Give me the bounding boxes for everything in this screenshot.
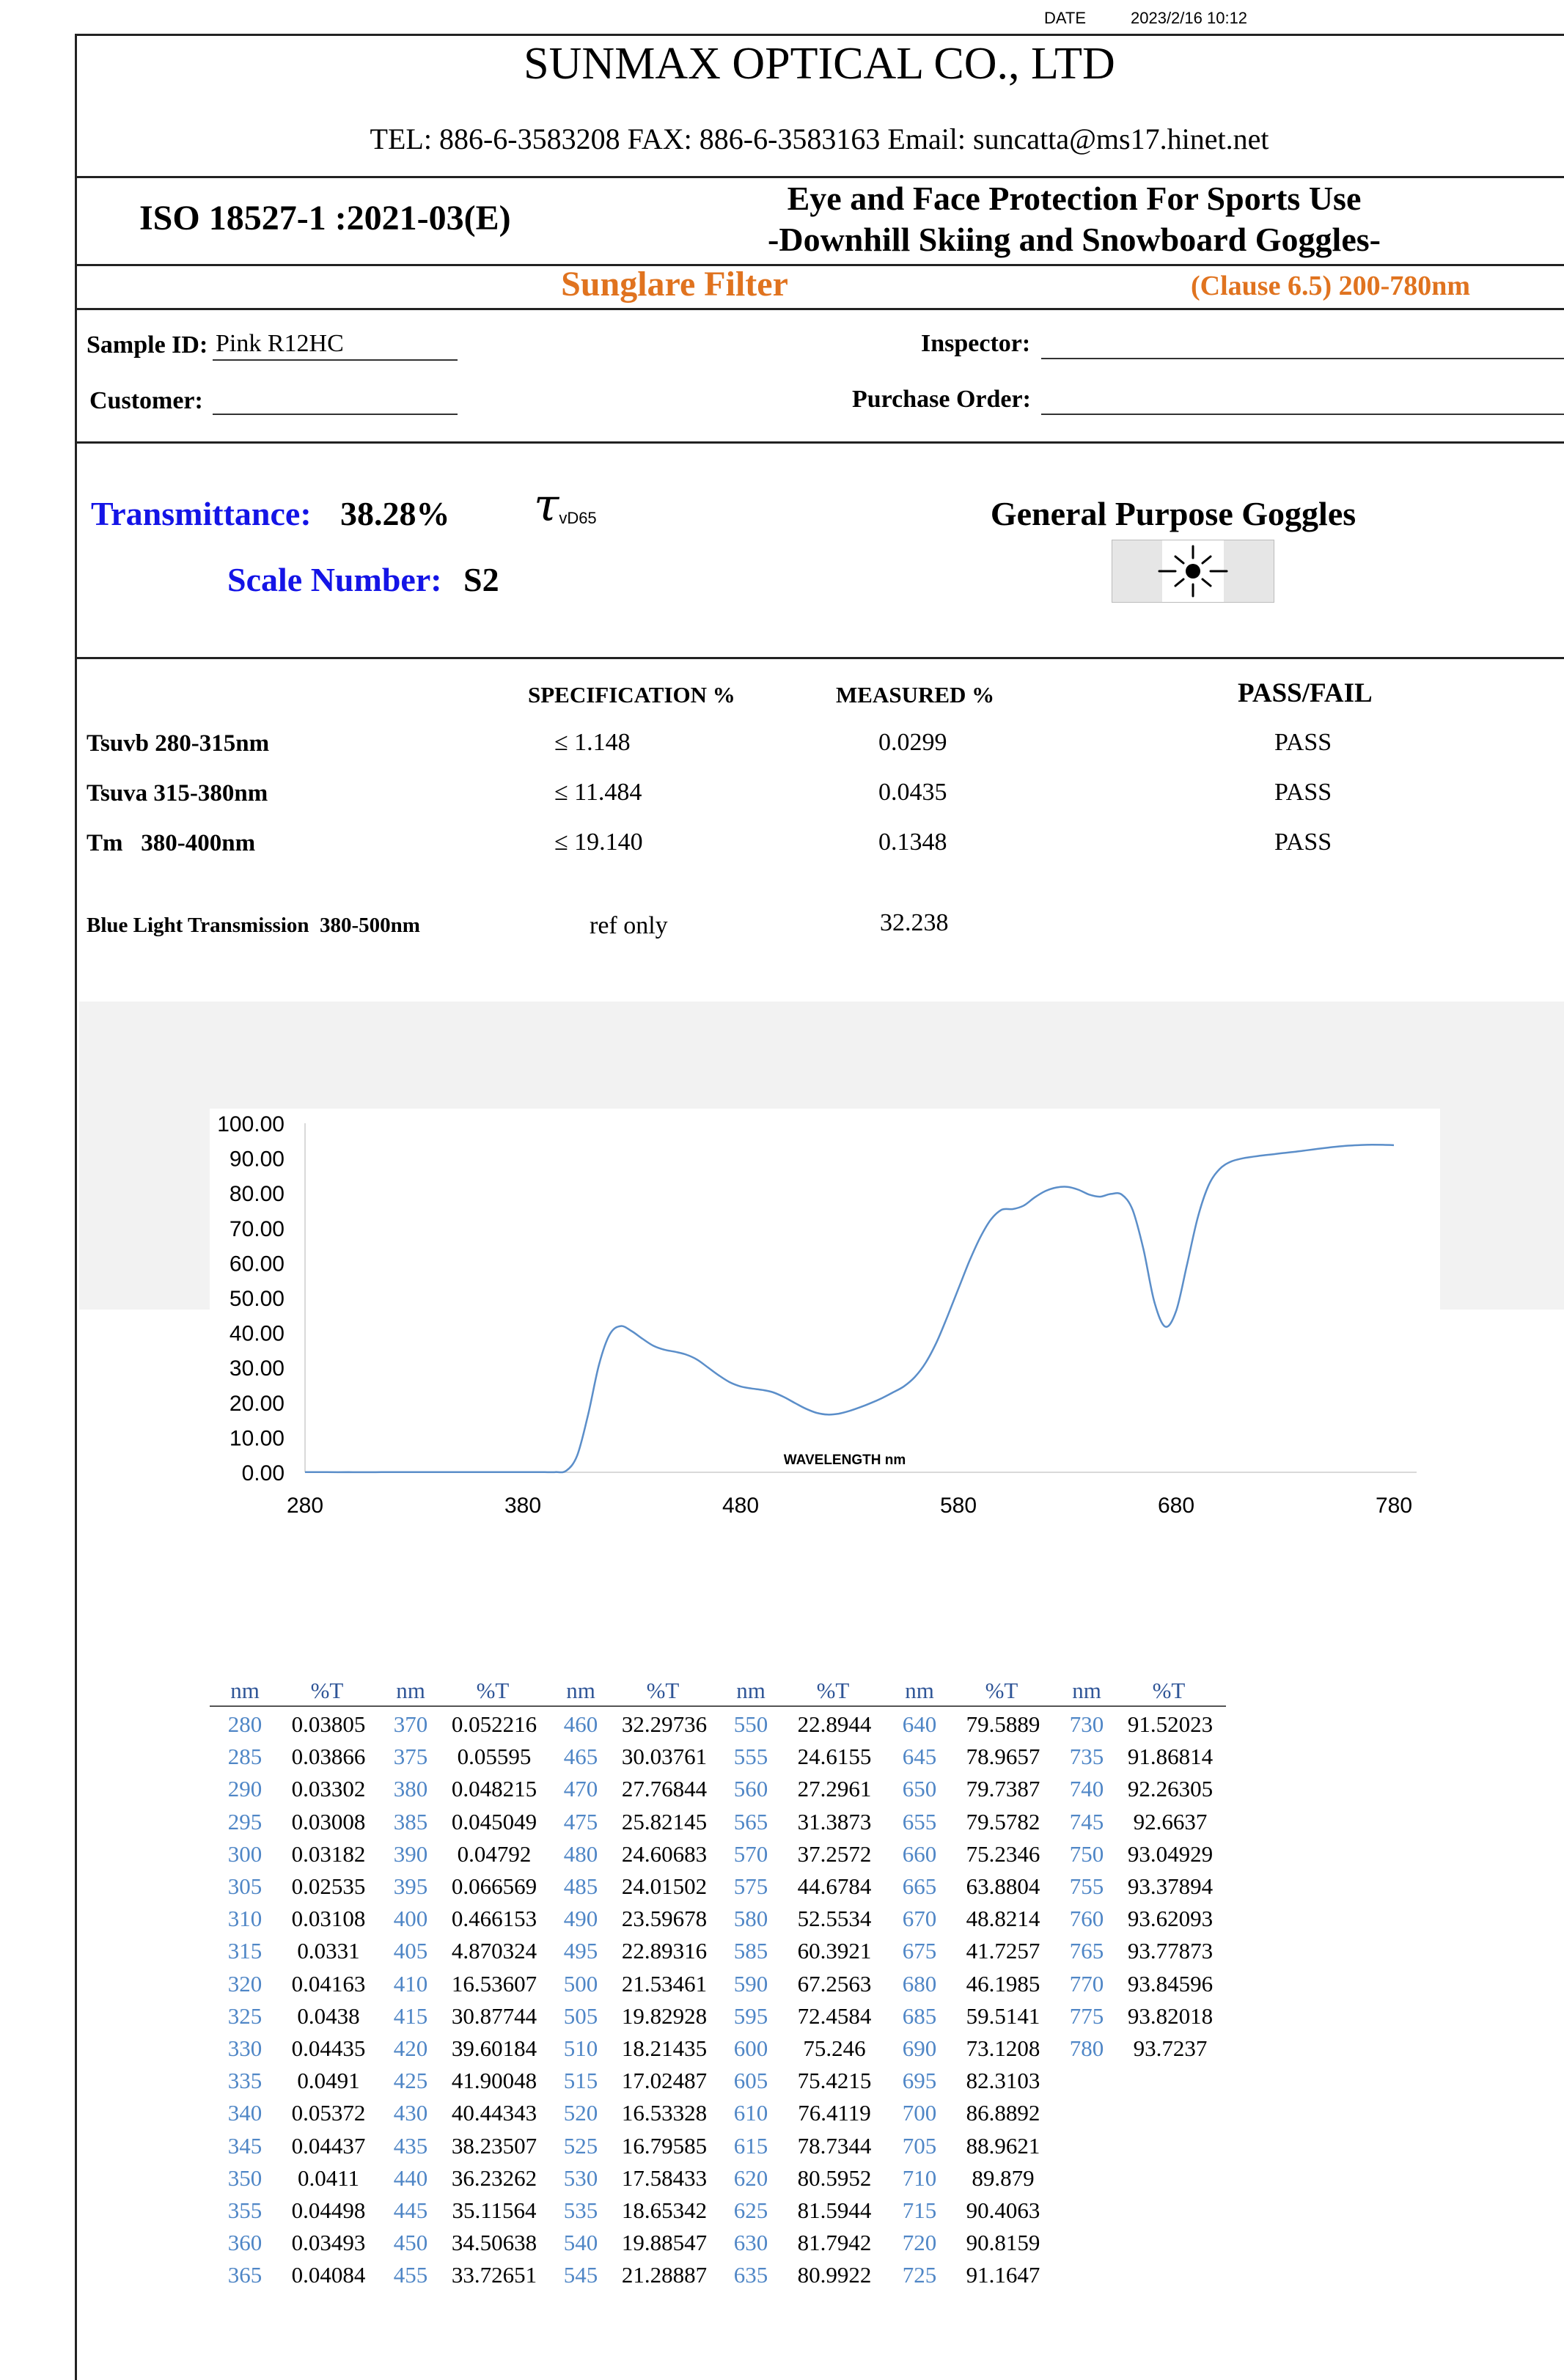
chart-x-tick-label: 680 <box>1157 1494 1195 1518</box>
customer-label: Customer: <box>89 387 203 414</box>
data-table-wavelength: 575 <box>733 1873 768 1899</box>
data-table-transmittance: 0.0411 <box>297 2164 360 2191</box>
data-table-transmittance: 19.82928 <box>621 2002 708 2029</box>
transmittance-label: Transmittance: <box>91 495 312 532</box>
spec-header: SPECIFICATION % <box>528 682 735 708</box>
data-table-wavelength: 355 <box>227 2197 262 2223</box>
data-table-wavelength: 405 <box>393 1938 428 1964</box>
data-table-wavelength: 695 <box>902 2068 937 2094</box>
test-clause: (Clause 6.5) 200-780nm <box>1191 271 1471 301</box>
data-table-transmittance: 22.89316 <box>621 1938 708 1964</box>
chart-y-tick-label: 20.00 <box>229 1391 284 1416</box>
chart-x-tick-label: 780 <box>1375 1494 1413 1518</box>
data-table-wavelength: 310 <box>227 1906 262 1932</box>
data-table-transmittance: 75.2346 <box>966 1840 1040 1867</box>
data-table-transmittance: 90.8159 <box>966 2230 1040 2256</box>
data-table-wavelength: 595 <box>733 2002 768 2029</box>
data-table-transmittance: 93.62093 <box>1127 1906 1214 1932</box>
data-table-wavelength: 345 <box>227 2132 262 2159</box>
data-table-wavelength: 470 <box>563 1776 598 1802</box>
data-table-wavelength: 600 <box>733 2035 768 2061</box>
data-table-wavelength: 505 <box>563 2002 598 2029</box>
data-table-transmittance: 4.870324 <box>451 1938 537 1964</box>
data-table-wavelength: 675 <box>902 1938 937 1964</box>
data-table-transmittance: 86.8892 <box>966 2100 1040 2126</box>
data-table-transmittance: 21.53461 <box>621 1970 708 1997</box>
data-table-transmittance: 93.82018 <box>1127 2002 1214 2029</box>
data-table-transmittance: 16.53607 <box>451 1970 537 1997</box>
data-table-wavelength: 280 <box>227 1711 262 1737</box>
data-table-wavelength: 340 <box>227 2100 262 2126</box>
data-table-wavelength: 655 <box>902 1808 937 1834</box>
data-table-transmittance: 0.03302 <box>291 1776 366 1802</box>
data-table-transmittance: 0.0438 <box>297 2002 360 2029</box>
chart-y-tick-label: 90.00 <box>229 1147 284 1172</box>
data-table-wavelength: 455 <box>393 2262 428 2288</box>
test-name: Sunglare Filter <box>561 265 788 304</box>
chart-y-tick-label: 60.00 <box>229 1252 284 1277</box>
data-table-transmittance: 34.50638 <box>451 2230 537 2256</box>
data-table-transmittance: 21.28887 <box>621 2262 708 2288</box>
data-table-wavelength: 305 <box>227 1873 262 1899</box>
data-table-wavelength: 500 <box>563 1970 598 1997</box>
data-table-wavelength: 735 <box>1069 1744 1104 1770</box>
chart-y-tick-label: 100.00 <box>217 1112 284 1136</box>
data-table-wavelength: 620 <box>733 2164 768 2191</box>
data-table-wavelength: 535 <box>563 2197 598 2223</box>
chart-x-tick-label: 380 <box>504 1494 542 1518</box>
data-table-transmittance: 33.72651 <box>451 2262 537 2288</box>
tau-subscript: vD65 <box>559 509 597 527</box>
data-table-wavelength: 635 <box>733 2262 768 2288</box>
data-table-wavelength: 740 <box>1069 1776 1104 1802</box>
data-table-header-t: %T <box>310 1678 344 1703</box>
data-table-transmittance: 38.23507 <box>451 2132 537 2159</box>
data-table-transmittance: 73.1208 <box>966 2035 1040 2061</box>
data-table-transmittance: 93.84596 <box>1127 1970 1214 1997</box>
data-table-wavelength: 425 <box>393 2068 428 2094</box>
tau-letter: τ <box>534 478 559 532</box>
data-table-wavelength: 665 <box>902 1873 937 1899</box>
data-table-wavelength: 515 <box>563 2068 598 2094</box>
data-table-transmittance: 31.3873 <box>797 1808 872 1834</box>
data-table-header-nm: nm <box>396 1678 425 1703</box>
data-table-wavelength: 510 <box>563 2035 598 2061</box>
data-table-wavelength: 605 <box>733 2068 768 2094</box>
result-row-spec: ≤ 19.140 <box>554 829 643 856</box>
data-table-wavelength: 435 <box>393 2132 428 2159</box>
data-table-transmittance: 0.0331 <box>297 1938 360 1964</box>
standard-title-line2: -Downhill Skiing and Snowboard Goggles- <box>768 221 1381 258</box>
measured-header: MEASURED % <box>836 682 995 708</box>
data-table-wavelength: 720 <box>902 2230 937 2256</box>
data-table-transmittance: 41.90048 <box>451 2068 537 2094</box>
data-table-wavelength: 330 <box>227 2035 262 2061</box>
chart-y-tick-label: 30.00 <box>229 1356 284 1381</box>
data-table-transmittance: 80.9922 <box>797 2262 872 2288</box>
date-value: 2023/2/16 10:12 <box>1131 9 1248 27</box>
data-table-transmittance: 0.052216 <box>451 1711 537 1737</box>
scale-number-label: Scale Number: <box>227 561 442 598</box>
data-table-wavelength: 385 <box>393 1808 428 1834</box>
data-table-transmittance: 0.03493 <box>291 2230 366 2256</box>
data-table-transmittance: 0.02535 <box>291 1873 366 1899</box>
data-table-wavelength: 670 <box>902 1906 937 1932</box>
data-table-transmittance: 0.03805 <box>291 1711 366 1737</box>
data-table-wavelength: 780 <box>1069 2035 1104 2061</box>
data-table-transmittance: 91.52023 <box>1127 1711 1214 1737</box>
sample-id-label: Sample ID: <box>87 331 208 359</box>
data-table-transmittance: 0.05372 <box>291 2100 366 2126</box>
data-table-transmittance: 80.5952 <box>797 2164 872 2191</box>
data-table-transmittance: 60.3921 <box>797 1938 872 1964</box>
data-table-transmittance: 0.04437 <box>291 2132 366 2159</box>
data-table-wavelength: 640 <box>902 1711 937 1737</box>
data-table-wavelength: 700 <box>902 2100 937 2126</box>
goggle-category: General Purpose Goggles <box>990 495 1356 532</box>
data-table-wavelength: 380 <box>393 1776 428 1802</box>
data-table-wavelength: 295 <box>227 1808 262 1834</box>
data-table-wavelength: 530 <box>563 2164 598 2191</box>
data-table-header-nm: nm <box>566 1678 595 1703</box>
data-table-wavelength: 465 <box>563 1744 598 1770</box>
data-table-wavelength: 480 <box>563 1840 598 1867</box>
chart-x-tick-label: 280 <box>286 1494 324 1518</box>
data-table-wavelength: 765 <box>1069 1938 1104 1964</box>
data-table-wavelength: 565 <box>733 1808 768 1834</box>
result-row-measured: 0.0435 <box>878 779 947 806</box>
data-table-wavelength: 760 <box>1069 1906 1104 1932</box>
data-table-wavelength: 290 <box>227 1776 262 1802</box>
company-contact: TEL: 886-6-3583208 FAX: 886-6-3583163 Email: suncatta@ms17.hinet.net <box>370 122 1269 155</box>
chart-x-tick-label: 480 <box>722 1494 760 1518</box>
data-table-wavelength: 370 <box>393 1711 428 1737</box>
data-table-transmittance: 79.7387 <box>966 1776 1040 1802</box>
data-table-wavelength: 320 <box>227 1970 262 1997</box>
data-table-transmittance: 75.4215 <box>797 2068 872 2094</box>
data-table-transmittance: 0.03108 <box>291 1906 366 1932</box>
data-table-wavelength: 590 <box>733 1970 768 1997</box>
data-table-wavelength: 375 <box>393 1744 428 1770</box>
data-table-transmittance: 90.4063 <box>966 2197 1040 2223</box>
data-table-transmittance: 30.87744 <box>451 2002 537 2029</box>
data-table-wavelength: 685 <box>902 2002 937 2029</box>
data-table-transmittance: 0.048215 <box>451 1776 537 1802</box>
data-table-header-nm: nm <box>230 1678 260 1703</box>
data-table-wavelength: 645 <box>902 1744 937 1770</box>
data-table-wavelength: 300 <box>227 1840 262 1867</box>
data-table-transmittance: 18.65342 <box>621 2197 708 2223</box>
data-table-transmittance: 52.5534 <box>797 1906 872 1932</box>
data-table-transmittance: 22.8944 <box>797 1711 872 1737</box>
data-table-transmittance: 40.44343 <box>451 2100 537 2126</box>
data-table-transmittance: 81.7942 <box>797 2230 872 2256</box>
standard-title-line1: Eye and Face Protection For Sports Use <box>787 180 1362 217</box>
data-table-header-nm: nm <box>736 1678 766 1703</box>
data-table-transmittance: 48.8214 <box>966 1906 1040 1932</box>
data-table-transmittance: 0.04084 <box>291 2262 366 2288</box>
data-table-transmittance: 27.76844 <box>621 1776 708 1802</box>
blue-light-measured: 32.238 <box>880 909 949 936</box>
data-table-transmittance: 76.4119 <box>798 2100 871 2126</box>
data-table-wavelength: 350 <box>227 2164 262 2191</box>
data-table-wavelength: 730 <box>1069 1711 1104 1737</box>
result-row-spec: ≤ 1.148 <box>554 729 631 756</box>
data-table-wavelength: 770 <box>1069 1970 1104 1997</box>
data-table-transmittance: 41.7257 <box>966 1938 1040 1964</box>
data-table-wavelength: 775 <box>1069 2002 1104 2029</box>
chart-y-tick-label: 50.00 <box>229 1287 284 1311</box>
data-table-wavelength: 430 <box>393 2100 428 2126</box>
data-table-wavelength: 460 <box>563 1711 598 1737</box>
data-table-transmittance: 93.7237 <box>1133 2035 1208 2061</box>
data-table-wavelength: 400 <box>393 1906 428 1932</box>
data-table-wavelength: 545 <box>563 2262 598 2288</box>
data-table-wavelength: 540 <box>563 2230 598 2256</box>
data-table-transmittance: 30.03761 <box>621 1744 708 1770</box>
result-row-pass: PASS <box>1274 779 1332 806</box>
data-table-transmittance: 67.2563 <box>797 1970 872 1997</box>
data-table-transmittance: 91.86814 <box>1127 1744 1214 1770</box>
data-table-wavelength: 475 <box>563 1808 598 1834</box>
data-table-transmittance: 0.04163 <box>291 1970 366 1997</box>
data-table-transmittance: 93.04929 <box>1127 1840 1214 1867</box>
data-table-wavelength: 690 <box>902 2035 937 2061</box>
data-table-transmittance: 93.77873 <box>1127 1938 1214 1964</box>
data-table-transmittance: 0.04498 <box>291 2197 366 2223</box>
data-table-wavelength: 360 <box>227 2230 262 2256</box>
data-table-transmittance: 79.5782 <box>966 1808 1040 1834</box>
data-table-wavelength: 585 <box>733 1938 768 1964</box>
data-table-transmittance: 16.53328 <box>621 2100 708 2126</box>
data-table-transmittance: 44.6784 <box>797 1873 872 1899</box>
data-table-transmittance: 0.045049 <box>451 1808 537 1834</box>
data-table-transmittance: 75.246 <box>803 2035 866 2061</box>
data-table-wavelength: 680 <box>902 1970 937 1997</box>
data-table-wavelength: 715 <box>902 2197 937 2223</box>
data-table-wavelength: 560 <box>733 1776 768 1802</box>
data-table-wavelength: 285 <box>227 1744 262 1770</box>
data-table-transmittance: 78.9657 <box>966 1744 1040 1770</box>
data-table-transmittance: 72.4584 <box>797 2002 872 2029</box>
data-table-transmittance: 0.04792 <box>457 1840 532 1867</box>
data-table-wavelength: 555 <box>733 1744 768 1770</box>
data-table-wavelength: 395 <box>393 1873 428 1899</box>
data-table-transmittance: 82.3103 <box>966 2068 1040 2094</box>
passfail-header: PASS/FAIL <box>1238 678 1373 708</box>
data-table-transmittance: 35.11564 <box>452 2197 537 2223</box>
data-table-transmittance: 89.879 <box>972 2164 1035 2191</box>
data-table-transmittance: 92.26305 <box>1127 1776 1214 1802</box>
data-table-transmittance: 78.7344 <box>797 2132 872 2159</box>
data-table-transmittance: 36.23262 <box>451 2164 537 2191</box>
data-table-wavelength: 615 <box>733 2132 768 2159</box>
data-table-transmittance: 32.29736 <box>621 1711 708 1737</box>
data-table-transmittance: 0.0491 <box>297 2068 360 2094</box>
company-name: SUNMAX OPTICAL CO., LTD <box>524 39 1115 89</box>
data-table-transmittance: 81.5944 <box>797 2197 872 2223</box>
data-table-transmittance: 93.37894 <box>1127 1873 1214 1899</box>
data-table-header-t: %T <box>985 1678 1018 1703</box>
data-table-wavelength: 745 <box>1069 1808 1104 1834</box>
data-table-transmittance: 0.03008 <box>291 1808 366 1834</box>
transmittance-value: 38.28% <box>340 495 450 532</box>
result-row-pass: PASS <box>1274 829 1332 856</box>
blue-light-name: Blue Light Transmission 380-500nm <box>87 914 420 937</box>
inspector-label: Inspector: <box>921 330 1031 357</box>
data-table-transmittance: 39.60184 <box>451 2035 537 2061</box>
data-table-transmittance: 0.03182 <box>291 1840 366 1867</box>
result-row-spec: ≤ 11.484 <box>554 779 642 806</box>
result-row-measured: 0.0299 <box>878 729 947 756</box>
data-table-wavelength: 550 <box>733 1711 768 1737</box>
data-table-wavelength: 415 <box>393 2002 428 2029</box>
data-table-wavelength: 365 <box>227 2262 262 2288</box>
data-table-transmittance: 23.59678 <box>621 1906 708 1932</box>
result-row-measured: 0.1348 <box>878 829 947 856</box>
data-table-transmittance: 18.21435 <box>621 2035 708 2061</box>
data-table-transmittance: 19.88547 <box>621 2230 708 2256</box>
data-table-transmittance: 37.2572 <box>797 1840 872 1867</box>
data-table-transmittance: 79.5889 <box>966 1711 1040 1737</box>
data-table-transmittance: 0.03866 <box>291 1744 366 1770</box>
data-table-wavelength: 750 <box>1069 1840 1104 1867</box>
data-table-wavelength: 580 <box>733 1906 768 1932</box>
result-row-name: Tsuvb 280-315nm <box>87 730 270 757</box>
data-table-wavelength: 490 <box>563 1906 598 1932</box>
data-table-transmittance: 24.01502 <box>621 1873 708 1899</box>
data-table-wavelength: 485 <box>563 1873 598 1899</box>
data-table-wavelength: 525 <box>563 2132 598 2159</box>
data-table-wavelength: 420 <box>393 2035 428 2061</box>
data-table-transmittance: 17.58433 <box>621 2164 708 2191</box>
blue-light-spec: ref only <box>590 912 668 939</box>
data-table-transmittance: 0.066569 <box>451 1873 537 1899</box>
data-table-wavelength: 660 <box>902 1840 937 1867</box>
chart-y-tick-label: 40.00 <box>229 1321 284 1346</box>
data-table-wavelength: 315 <box>227 1938 262 1964</box>
data-table-wavelength: 570 <box>733 1840 768 1867</box>
data-table-transmittance: 17.02487 <box>621 2068 708 2094</box>
data-table-wavelength: 390 <box>393 1840 428 1867</box>
result-row-name: Tm 380-400nm <box>87 830 256 856</box>
sample-id-value[interactable]: Pink R12HC <box>216 330 344 357</box>
chart-x-tick-label: 580 <box>939 1494 977 1518</box>
data-table-wavelength: 705 <box>902 2132 937 2159</box>
data-table-header-nm: nm <box>905 1678 934 1703</box>
data-table-wavelength: 630 <box>733 2230 768 2256</box>
data-table-header-t: %T <box>816 1678 850 1703</box>
data-table-transmittance: 24.60683 <box>621 1840 708 1867</box>
data-table-transmittance: 91.1647 <box>966 2262 1040 2288</box>
data-table-transmittance: 0.04435 <box>291 2035 366 2061</box>
data-table-wavelength: 650 <box>902 1776 937 1802</box>
data-table-transmittance: 16.79585 <box>621 2132 708 2159</box>
data-table-wavelength: 755 <box>1069 1873 1104 1899</box>
data-table-wavelength: 725 <box>902 2262 937 2288</box>
data-table-transmittance: 0.466153 <box>451 1906 537 1932</box>
data-table-wavelength: 610 <box>733 2100 768 2126</box>
data-table-transmittance: 63.8804 <box>966 1873 1040 1899</box>
data-table-header-t: %T <box>476 1678 510 1703</box>
data-table-wavelength: 440 <box>393 2164 428 2191</box>
data-table-transmittance: 0.05595 <box>457 1744 532 1770</box>
result-row-pass: PASS <box>1274 729 1332 756</box>
data-table-transmittance: 59.5141 <box>966 2002 1040 2029</box>
purchase-order-label: Purchase Order: <box>852 386 1031 413</box>
data-table-wavelength: 710 <box>902 2164 937 2191</box>
chart-y-tick-label: 70.00 <box>229 1216 284 1241</box>
scale-number-value: S2 <box>463 561 499 598</box>
data-table-transmittance: 24.6155 <box>797 1744 872 1770</box>
chart-x-axis-label: WAVELENGTH nm <box>783 1452 906 1468</box>
transmittance-series-line <box>305 1145 1394 1472</box>
data-table-wavelength: 495 <box>563 1938 598 1964</box>
data-table-transmittance: 46.1985 <box>966 1970 1040 1997</box>
data-table-transmittance: 92.6637 <box>1133 1808 1208 1834</box>
data-table-transmittance: 88.9621 <box>966 2132 1040 2159</box>
data-table-header-nm: nm <box>1072 1678 1101 1703</box>
data-table-wavelength: 520 <box>563 2100 598 2126</box>
data-table-transmittance: 27.2961 <box>797 1776 872 1802</box>
data-table-wavelength: 450 <box>393 2230 428 2256</box>
data-table-wavelength: 410 <box>393 1970 428 1997</box>
date-label: DATE <box>1044 9 1087 27</box>
data-table-header-t: %T <box>646 1678 680 1703</box>
data-table-header-t: %T <box>1152 1678 1186 1703</box>
data-table-wavelength: 625 <box>733 2197 768 2223</box>
chart-y-tick-label: 10.00 <box>229 1426 284 1451</box>
chart-y-tick-label: 80.00 <box>229 1182 284 1207</box>
result-row-name: Tsuva 315-380nm <box>87 780 268 807</box>
chart-y-tick-label: 0.00 <box>241 1461 284 1485</box>
data-table-wavelength: 335 <box>227 2068 262 2094</box>
data-table-wavelength: 445 <box>393 2197 428 2223</box>
standard-code: ISO 18527-1 :2021-03(E) <box>139 199 511 238</box>
data-table-wavelength: 325 <box>227 2002 262 2029</box>
data-table-transmittance: 25.82145 <box>621 1808 708 1834</box>
